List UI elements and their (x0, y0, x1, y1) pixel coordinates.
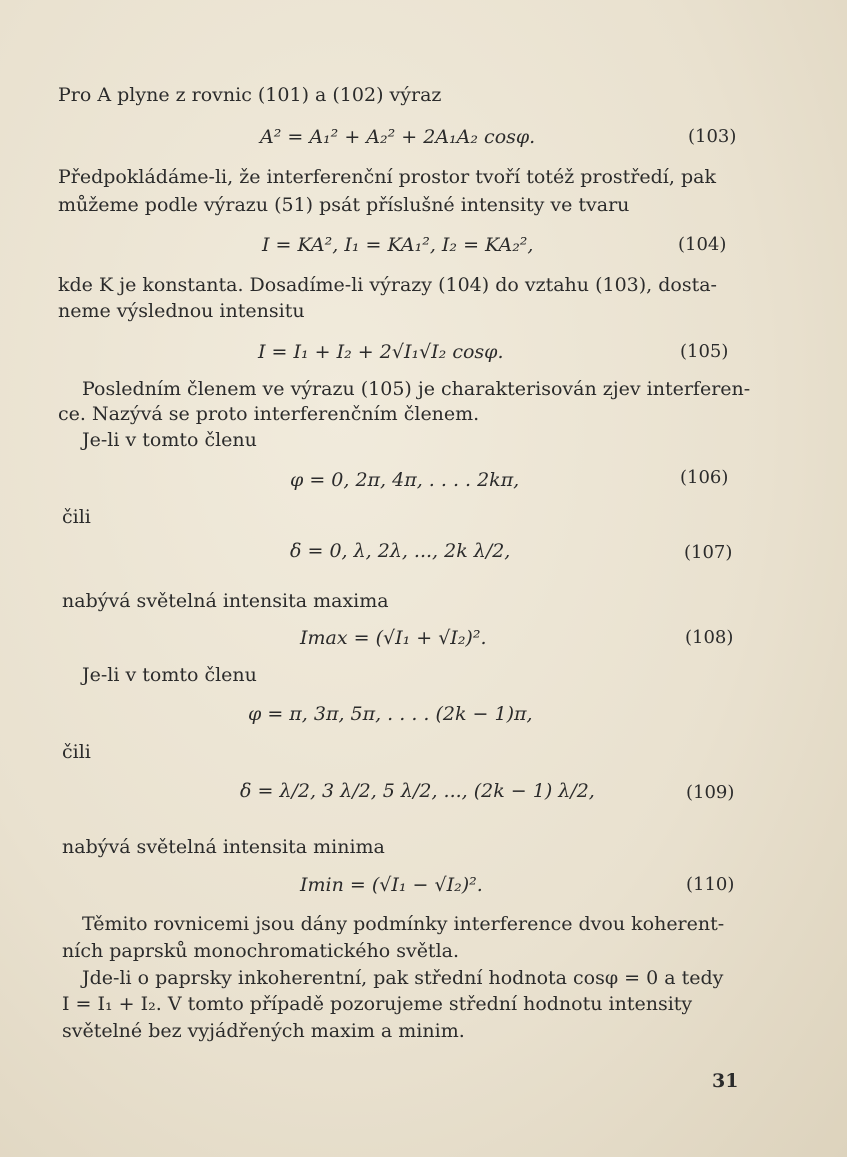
text-line: Předpokládáme-li, že interferenční prostor tvoří totéž prostředí, pak (58, 166, 716, 188)
text-line: Je-li v tomto členu (82, 429, 257, 451)
equation-106: φ = 0, 2π, 4π, . . . . 2kπ, (290, 469, 520, 491)
text-line: kde K je konstanta. Dosadíme-li výrazy (104) do vztahu (103), dosta- (58, 274, 717, 296)
page-number: 31 (712, 1070, 739, 1092)
text-line: I = I₁ + I₂. V tomto případě pozorujeme střední hodnotu intensity (62, 993, 693, 1015)
text-line: nabývá světelná intensita maxima (62, 590, 389, 612)
equation-number-105: (105) (680, 341, 729, 362)
equation-109: δ = λ/2, 3 λ/2, 5 λ/2, ..., (2k − 1) λ/2, (240, 780, 595, 802)
text-line: Pro A plyne z rovnic (101) a (102) výraz (58, 84, 442, 106)
equation-phi-odd: φ = π, 3π, 5π, . . . . (2k − 1)π, (248, 703, 533, 725)
equation-105: I = I₁ + I₂ + 2√I₁√I₂ cosφ. (258, 341, 504, 363)
equation-number-109: (109) (686, 782, 735, 803)
text-line: světelné bez vyjádřených maxim a minim. (62, 1020, 465, 1042)
equation-103: A² = A₁² + A₂² + 2A₁A₂ cosφ. (260, 126, 536, 148)
text-line: čili (62, 741, 91, 763)
equation-number-106: (106) (680, 467, 729, 488)
text-line: Je-li v tomto členu (82, 664, 257, 686)
equation-number-107: (107) (684, 542, 733, 563)
equation-number-103: (103) (688, 126, 737, 147)
equation-number-108: (108) (685, 627, 734, 648)
text-line: čili (62, 506, 91, 528)
equation-number-110: (110) (686, 874, 735, 895)
text-line: můžeme podle výrazu (51) psát příslušné intensity ve tvaru (58, 194, 630, 216)
equation-108: Imax = (√I₁ + √I₂)². (300, 627, 487, 649)
text-line: Těmito rovnicemi jsou dány podmínky interference dvou koherent- (82, 913, 725, 935)
text-line: nabývá světelná intensita minima (62, 836, 385, 858)
text-line: ních paprsků monochromatického světla. (62, 940, 460, 962)
text-line: Posledním členem ve výrazu (105) je charakterisován zjev interferen- (82, 378, 751, 400)
text-line: ce. Nazývá se proto interferenčním členem. (58, 403, 480, 425)
equation-104: I = KA², I₁ = KA₁², I₂ = KA₂², (262, 234, 534, 256)
equation-number-104: (104) (678, 234, 727, 255)
text-line: Jde-li o paprsky inkoherentní, pak střední hodnota cosφ = 0 a tedy (82, 967, 724, 989)
equation-107: δ = 0, λ, 2λ, ..., 2k λ/2, (290, 540, 511, 562)
text-line: neme výslednou intensitu (58, 300, 305, 322)
equation-110: Imin = (√I₁ − √I₂)². (300, 874, 483, 896)
